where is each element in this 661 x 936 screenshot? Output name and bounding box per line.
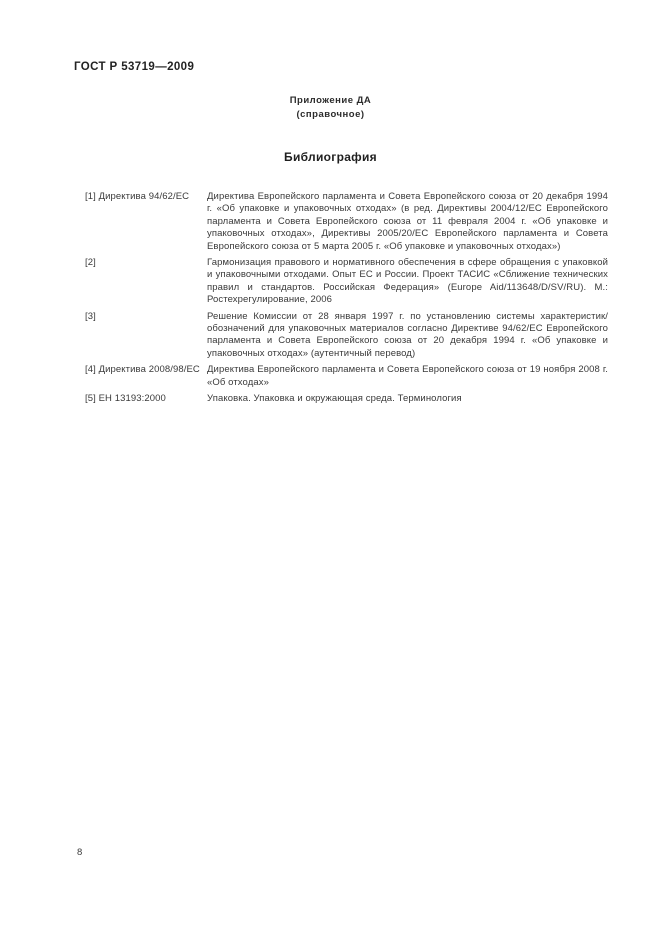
bibliography-entry (79, 393, 608, 405)
bibliography-entry-text: Директива Европейского парламента и Совета Европейского союза от 20 декабря 1994 г. «Об упаковке и упаковочных отходах» (в ред. Директивы 2004/12/ЕС Европейского парламента и Совета Европейского союза от 11 февраля 2004 г. «Об упаковке и упаковочных отходах», Директивы 2005/20/ЕС Европейского парламента и Совета Европейского союза от 5 марта 2005 г. «Об упаковке и упаковочных отходах») (207, 191, 608, 252)
bibliography-entry-text: Упаковка. Упаковка и окружающая среда. Терминология (207, 393, 462, 405)
page-number: 8 (77, 847, 83, 858)
bibliography-entry-label: [3] (85, 310, 96, 322)
appendix-title: Приложение ДА (289, 95, 372, 106)
bibliography-entry (79, 364, 608, 389)
bibliography-entry-label: [2] (85, 257, 96, 269)
bibliography-list (79, 191, 608, 410)
bibliography-entry-label: [4] Директива 2008/98/ЕС (85, 364, 200, 376)
bibliography-entry-text: Решение Комиссии от 28 января 1997 г. по установлению системы характеристик/обозначений для упаковочных материалов согласно Директиве 94/62/ЕС Европейского парламента и Совета Европейского союза от 20 декабря 1994 г. «Об упаковке и упаковочных отходах» (аутентичный перевод) (207, 310, 608, 359)
bibliography-entry-text: Гармонизация правового и нормативного обеспечения в сфере обращения с упаковкой и упаковочными отходами. Опыт ЕС и России. Проект ТАСИС «Сближение технических правил и стандартов. Российская Федерация» (Europe Aid/113648/D/SV/RU). М.: Ростехрегулирование, 2006 (207, 257, 608, 306)
bibliography-entry (79, 257, 608, 307)
bibliography-entry (79, 311, 608, 361)
appendix-subtitle: (справочное) (296, 109, 365, 120)
bibliography-entry-text: Директива Европейского парламента и Совета Европейского союза от 19 ноября 2008 г. «Об отходах» (207, 364, 608, 388)
appendix-heading (0, 94, 661, 122)
bibliography-entry-label: [5] ЕН 13193:2000 (85, 393, 166, 405)
bibliography-entry-label: [1] Директива 94/62/ЕС (85, 191, 190, 202)
document-code: ГОСТ Р 53719—2009 (74, 61, 195, 73)
bibliography-entry (79, 191, 608, 253)
section-title: Библиография (284, 150, 377, 164)
